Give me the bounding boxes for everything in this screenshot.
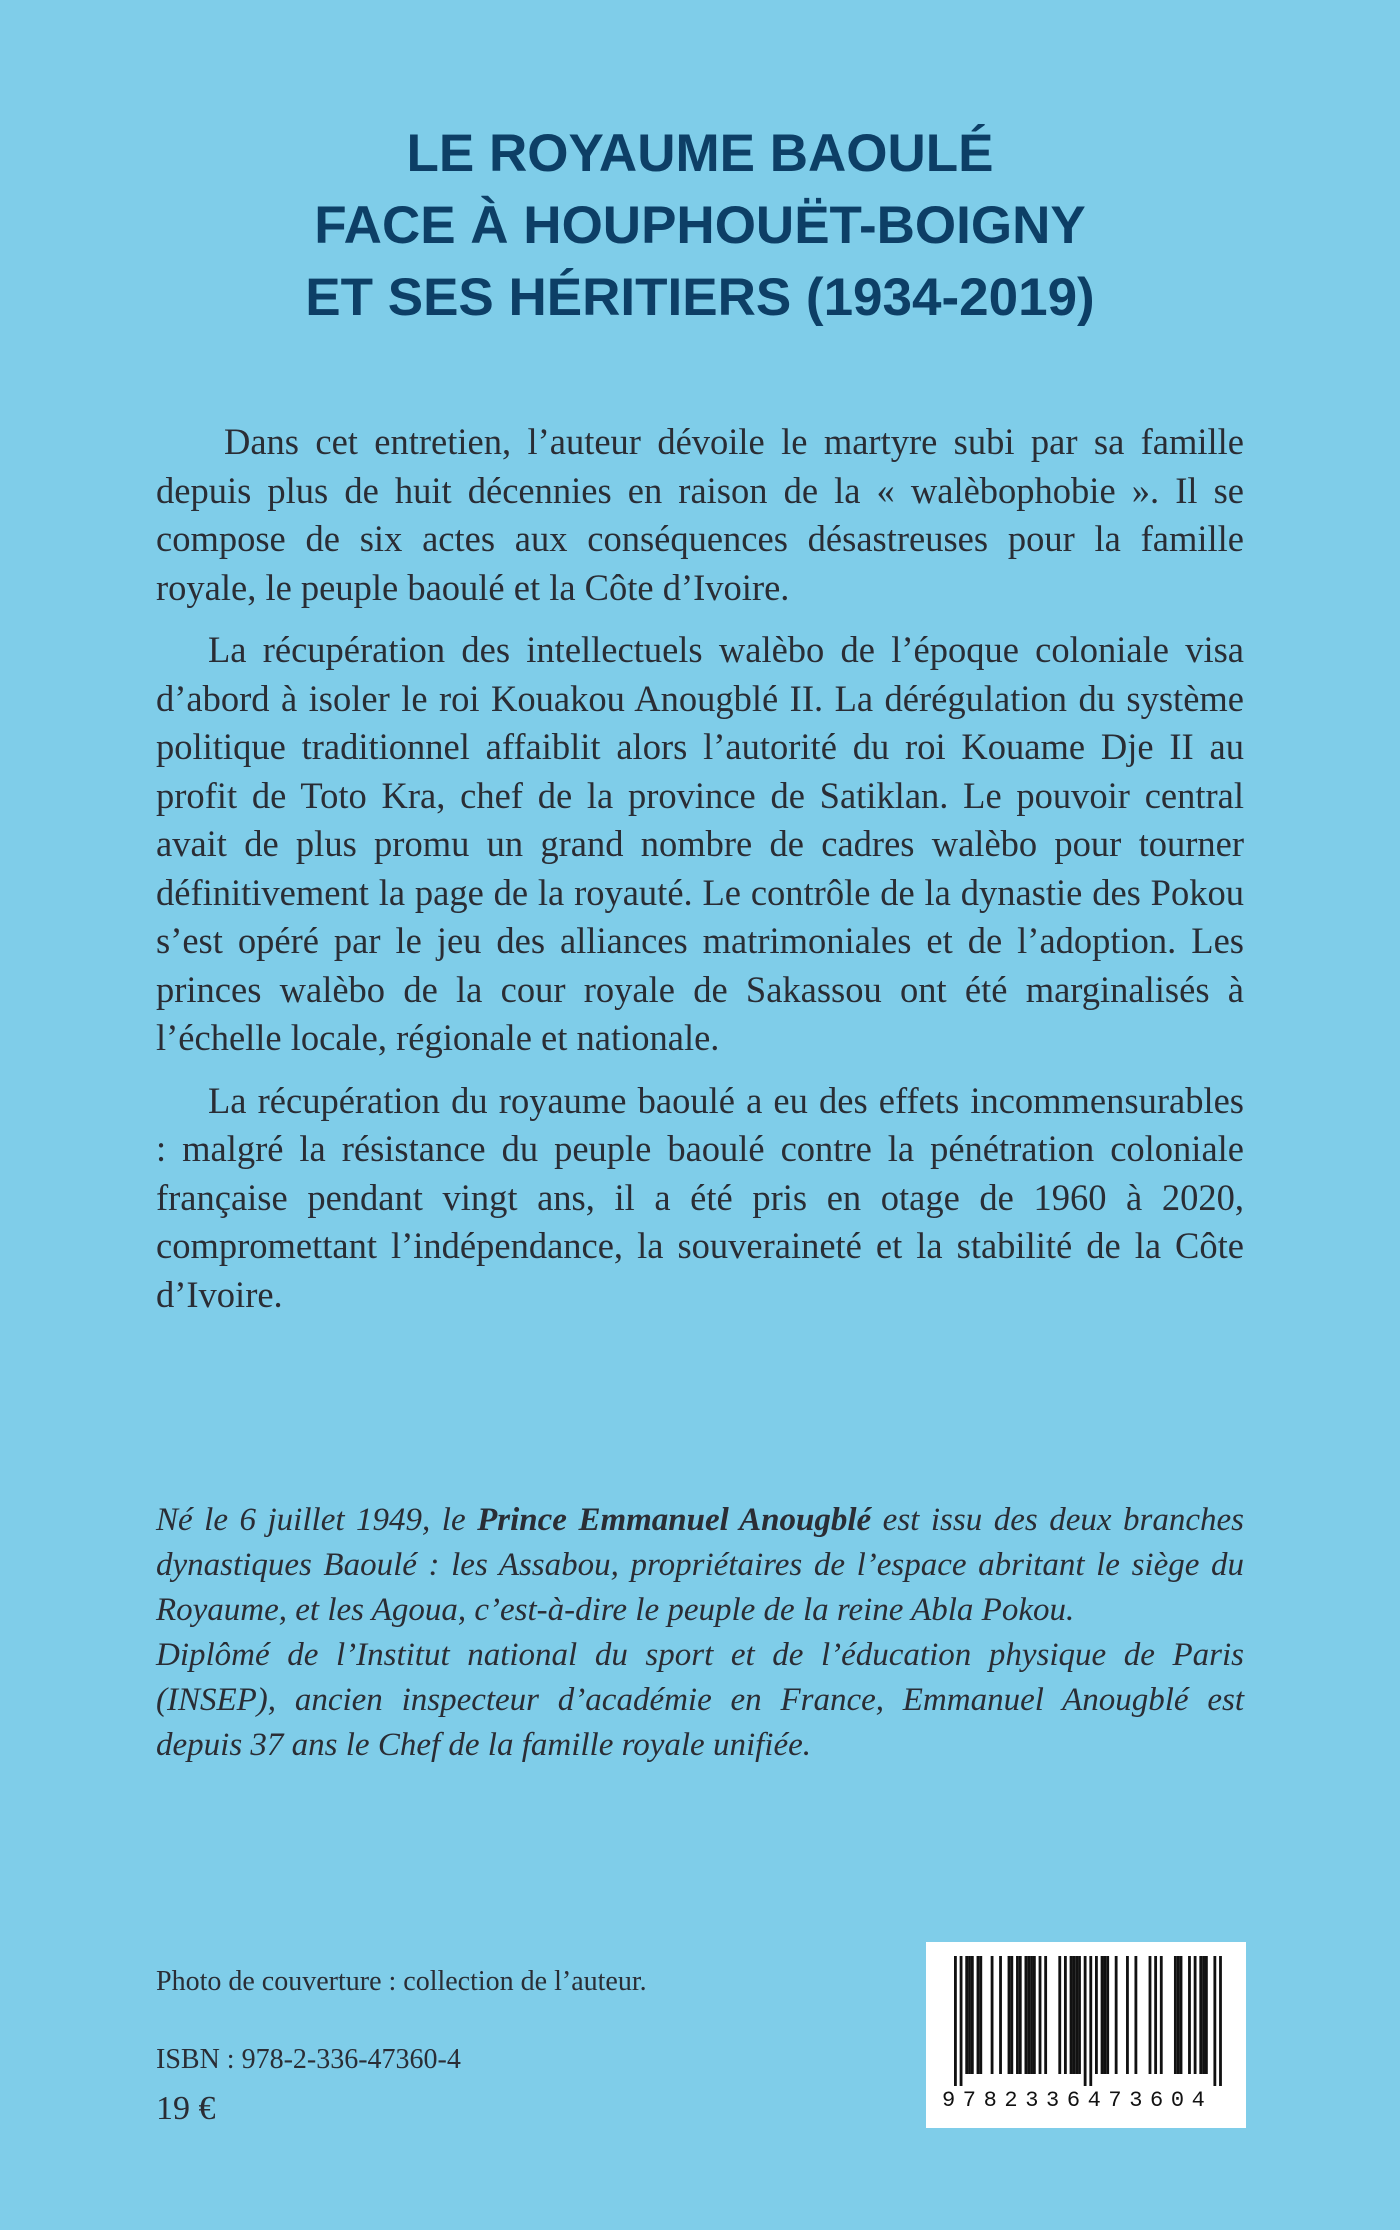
barcode-bar [968, 1956, 971, 2074]
title-line-3: ET SES HÉRITIERS (1934-2019) [305, 268, 1095, 327]
barcode-bar [965, 1956, 968, 2074]
barcode-bar [1177, 1956, 1180, 2074]
barcode-bar [1016, 1956, 1019, 2074]
barcode-digits: 9782336473604 [942, 2088, 1213, 2113]
barcode-bar [1106, 1956, 1109, 2074]
barcode-bar [1115, 1956, 1118, 2074]
barcode-bar [1103, 1956, 1106, 2074]
barcode-bar [1202, 1956, 1205, 2074]
barcode-bar [1084, 1956, 1087, 2086]
barcode-bar [1180, 1956, 1183, 2074]
barcode-bar [1101, 1956, 1104, 2074]
barcode-bar [999, 1956, 1002, 2074]
barcode-bar [1160, 1956, 1163, 2074]
barcode-bar [1078, 1956, 1081, 2074]
bio-intro: Né le 6 juillet 1949, le [156, 1502, 478, 1538]
barcode-bar [1219, 1956, 1222, 2086]
summary-paragraph-2: La récupération des intellectuels walèbo de l’époque coloniale visa d’abord à isoler le roi Kouakou Anougblé II. La dérégulation du système politique traditionnel affaiblit alors l’autorité du roi Kouame Dje II au profit de Toto Kra, chef de la province de Satiklan. Le pouvoir central avait de plus promu un grand nombre de cadres walèbo pour tourner définitivement la page de la royauté. Le contrôle de la dynastie des Pokou s’est opéré par le jeu des alliances matrimoniales et de l’adoption. Les princes walèbo de la cour royale de Sakassou ont été marginalisés à l’échelle locale, régionale et nationale. [156, 629, 1244, 1058]
summary-paragraph-3: La récupération du royaume baoulé a eu des effets incommensurables : malgré la résistance du peuple baoulé contre la pénétration coloniale française pendant vingt ans, il a été pris en otage de 1960 à 2020, compromettant l’indépendance, la souveraineté et la stabilité de la Côte d’Ivoire. [156, 1079, 1244, 1315]
barcode-bar [971, 1956, 974, 2074]
summary-paragraph-1: Dans cet entretien, l’auteur dévoile le martyre subi par sa famille depuis plus de huit décennies en raison de la « walèbophobie ». Il se compose de six actes aux conséquences désastreuses pour la famille royale, le peuple baoulé et la Côte d’Ivoire. [156, 421, 1244, 608]
barcode-bar [1188, 1956, 1191, 2074]
barcode-bar [1008, 1956, 1011, 2074]
barcode-bar [1025, 1956, 1028, 2074]
barcode-bar [979, 1956, 982, 2074]
author-bio [156, 1498, 1244, 1768]
barcode-bar [1010, 1956, 1013, 2074]
barcode-bar [960, 1956, 963, 2086]
author-name: Prince Emmanuel Anougblé [477, 1502, 872, 1538]
barcode-bar [1030, 1956, 1033, 2074]
barcode-bar [1194, 1956, 1197, 2074]
barcode-bar [1089, 1956, 1092, 2086]
isbn: ISBN : 978-2-336-47360-4 [156, 2044, 461, 2075]
photo-credit: Photo de couverture : collection de l’auteur. [156, 1966, 647, 1997]
barcode-bar [1205, 1956, 1208, 2074]
barcode-bar [1039, 1956, 1042, 2074]
book-title [0, 118, 1400, 334]
barcode-bar [1019, 1956, 1022, 2074]
barcode-bar [1126, 1956, 1129, 2074]
barcode [926, 1942, 1246, 2128]
barcode-bar [1075, 1956, 1078, 2074]
bio-lineage: est issu des deux branches dynastiques Baoulé : les Assabou, propriétaires de l’espace abritant le siège du Royaume, et les Agoua, c’est-à-dire le peuple de la reine Abla Pokou. [156, 1502, 1245, 1628]
barcode-bar [1058, 1956, 1061, 2074]
barcode-bar [1027, 1956, 1030, 2074]
barcode-bar [991, 1956, 994, 2074]
barcode-bar [1134, 1956, 1137, 2074]
bio-paragraph-2: Diplômé de l’Institut national du sport et de l’éducation physique de Paris (INSEP), ancien inspecteur d’académie en France, Emmanuel Anougblé est depuis 37 ans le Chef de la famille royale unifiée. [156, 1637, 1244, 1763]
barcode-bar [977, 1956, 980, 2074]
barcode-bar [1213, 1956, 1216, 2086]
barcode-bar [954, 1956, 957, 2086]
barcode-bar [1199, 1956, 1202, 2074]
barcode-bar [1064, 1956, 1067, 2074]
barcode-bar [1072, 1956, 1075, 2074]
title-line-2: FACE À HOUPHOUËT-BOIGNY [314, 196, 1086, 255]
barcode-bar [1095, 1956, 1098, 2074]
barcode-bar [1044, 1956, 1047, 2074]
bio-paragraph-1 [156, 1498, 1244, 1633]
barcode-bar [1033, 1956, 1036, 2074]
barcode-bar [1070, 1956, 1073, 2074]
title-line-1: LE ROYAUME BAOULÉ [406, 124, 994, 183]
barcode-bar [1174, 1956, 1177, 2074]
price: 19 € [156, 2090, 216, 2127]
barcode-bars [926, 1942, 1246, 2088]
summary-text [156, 418, 1244, 1333]
barcode-bar [1149, 1956, 1152, 2074]
barcode-bar [1154, 1956, 1157, 2074]
